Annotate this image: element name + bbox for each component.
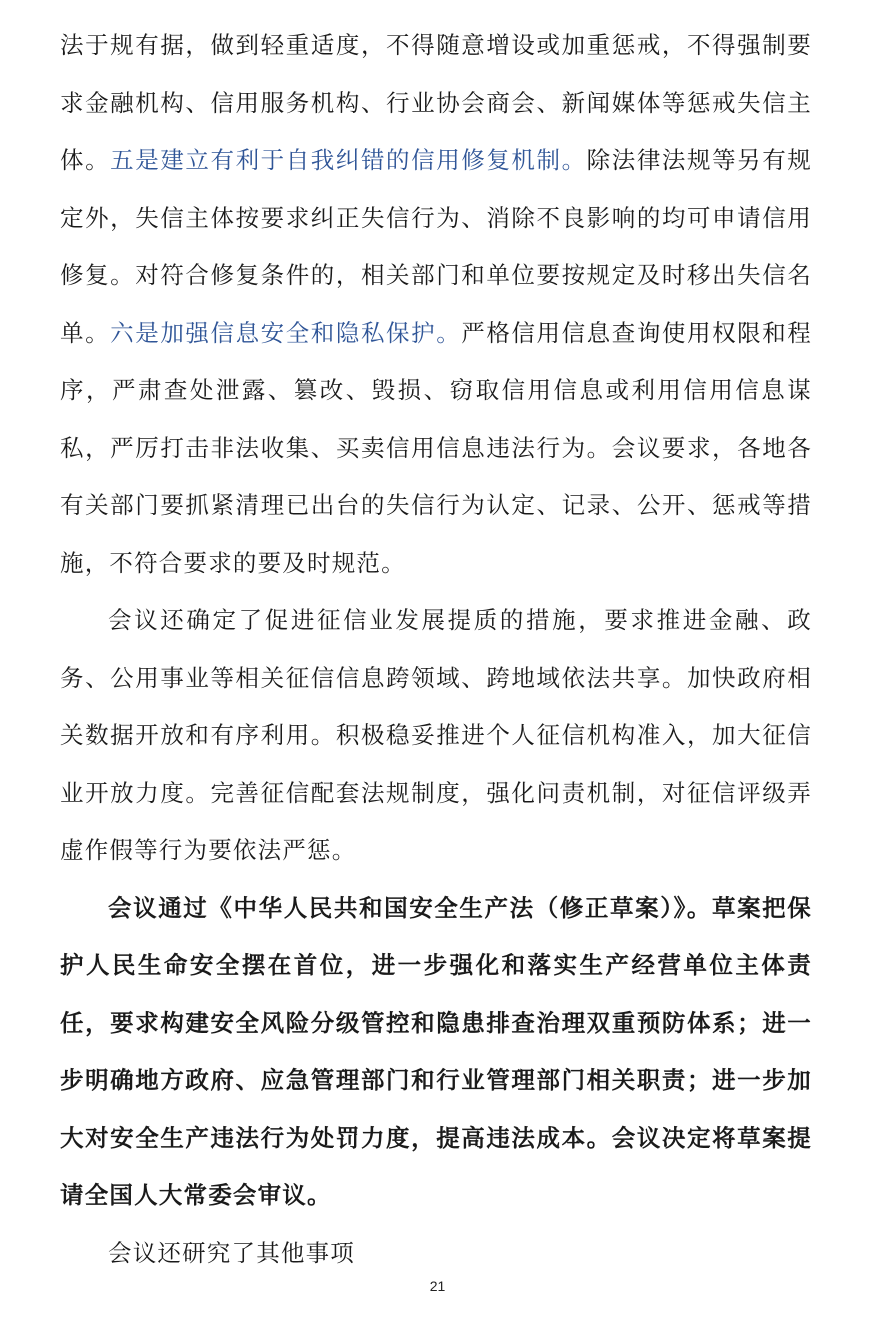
document-body <box>60 17 812 1282</box>
paragraph-text-segment: 法于规有据，做到轻重适度，不得随意增设或加重惩戒，不得强制要求金融机构、信用服务机构、行业协会商会、新闻媒体等惩戒失信主体。 <box>60 31 812 174</box>
highlighted-heading-six: 六是加强信息安全和隐私保护。 <box>110 318 462 347</box>
paragraph-text-segment: 严格信用信息查询使用权限和程序，严肃查处泄露、篡改、毁损、窃取信用信息或利用信用信息谋私，严厉打击非法收集、买卖信用信息违法行为。会议要求，各地各有关部门要抓紧清理已出台的失信行为认定、记录、公开、惩戒等措施，不符合要求的要及时规范。 <box>60 318 812 577</box>
highlighted-heading-five: 五是建立有利于自我纠错的信用修复机制。 <box>110 146 587 174</box>
page-number: 21 <box>429 1278 446 1294</box>
paragraph-credit-reporting: 会议还确定了促进征信业发展提质的措施，要求推进金融、政务、公用事业等相关征信信息跨领域、跨地域依法共享。加快政府相关数据开放和有序利用。积极稳妥推进个人征信机构准入，加大征信业开放力度。完善征信配套法规制度，强化问责机制，对征信评级弄虚作假等行为要依法严惩。 <box>60 606 812 864</box>
paragraph-safety-law: 会议通过《中华人民共和国安全生产法（修正草案）》。草案把保护人民生命安全摆在首位，进一步强化和落实生产经营单位主体责任，要求构建安全风险分级管控和隐患排查治理双重预防体系；进一步明确地方政府、应急管理部门和行业管理部门相关职责；进一步加大对安全生产违法行为处罚力度，提高违法成本。会议决定将草案提请全国人大常委会审议。 <box>60 893 812 1209</box>
paragraph-credit-measures <box>60 17 812 592</box>
paragraph-text-segment: 除法律法规等另有规定外，失信主体按要求纠正失信行为、消除不良影响的均可申请信用修复。对符合修复条件的，相关部门和单位要按规定及时移出失信名单。 <box>60 146 812 347</box>
paragraph-other-matters: 会议还研究了其他事项 <box>108 1238 355 1267</box>
